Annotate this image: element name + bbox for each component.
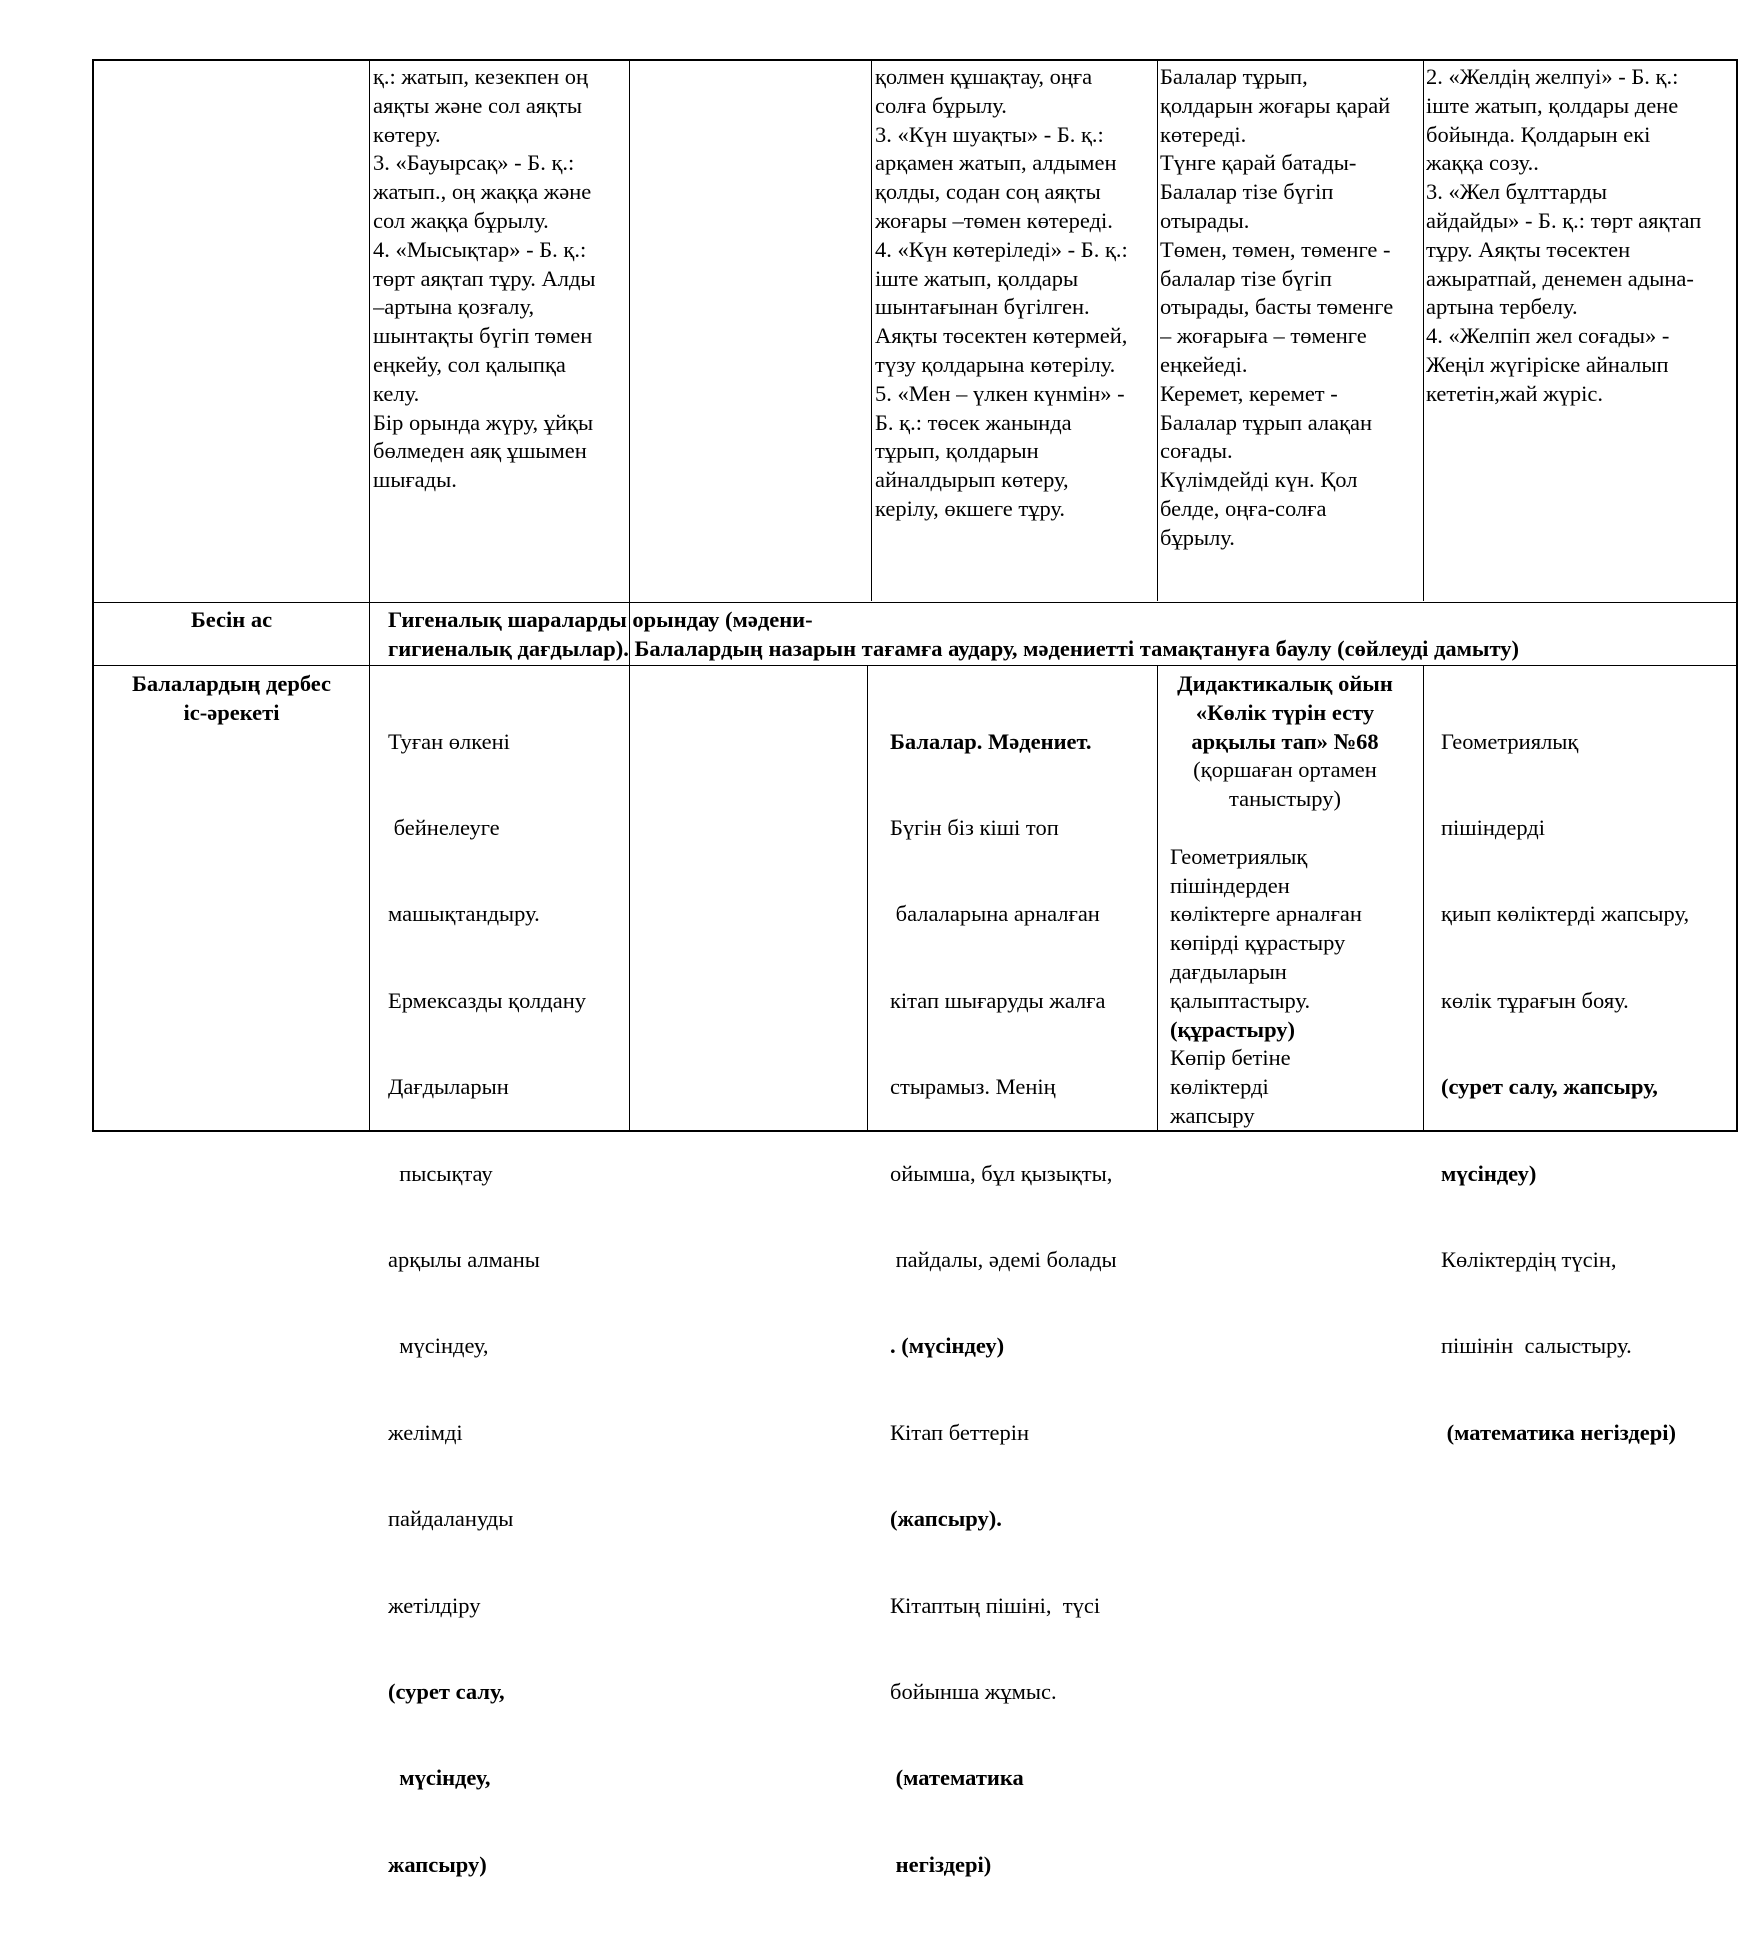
row1-col-d: Балалар тұрып, қолдарын жоғары қарай көтереді. Түнге қарай батады- Балалар тізе бүгіп отырады. Төмен, төмен, төменге - балалар тізе бүгіп отырады, басты төменге – жоғарыға – төменге еңкейеді. Керемет, керемет - Балалар тұрып алақан соғады. Күлімдейді күн. Қол белде, оңға-солға бұрылу.: [1160, 64, 1394, 550]
row1-col-a: қ.: жатып, кезекпен оң аяқты және сол аяқты көтеру. 3. «Бауырсақ» - Б. қ.: жатып., оң жаққа және сол жаққа бұрылу. 4. «Мысықтар» - Б. қ.: төрт аяқтап тұру. Алды –артына қозғалу, шынтақты бүгіп төмен еңкейу, сол қалыпқа келу. Бір орында жүру, ұйқы бөлмеден аяқ ұшымен шығады.: [373, 64, 596, 493]
row3-col-c: Балалар. Мәдениет. Бүгін біз кіші топ балаларына арналған кітап шығаруды жалға стырамыз. Менің ойымша, бұл қызықты, пайдалы, әдемі болады . (мүсіндеу) Кітап беттерін (жапсыру). Кітаптың пішіні, түсі бойынша жұмыс. (математика негіздері): [890, 728, 1117, 1877]
column-divider: [629, 61, 630, 1132]
row2-label: Бесін ас: [190, 607, 273, 632]
row1-col-c: қолмен құшақтау, оңға солға бұрылу. 3. «Күн шуақты» - Б. қ.: арқамен жатып, алдымен қолды, содан соң аяқты жоғары –төмен көтереді. 4. «Күн көтеріледі» - Б. қ.: іште жатып, қолдары шынтағынан бүгілген. Аяқты төсектен көтермей, түзу қолдарына көтерілу. 5. «Мен – үлкен күнмін» - Б. қ.: төсек жанында тұрып, қолдарын айналдырып көтеру, керілу, өкшеге тұру.: [875, 64, 1128, 521]
column-divider: [369, 61, 370, 1132]
column-divider: [867, 666, 868, 1132]
game-body: Геометриялық пішіндерден көліктерге арналған көпірді құрастыру дағдыларын қалыптастыру. (құрастыру) Көпір бетіне көліктерді жапсыру: [1170, 843, 1362, 1128]
row3-label: Балалардың дербес іс-әрекеті: [131, 671, 332, 725]
column-divider: [871, 61, 872, 601]
column-divider: [1423, 61, 1424, 601]
column-divider: [1423, 666, 1424, 1132]
game-heading: Дидактикалық ойын «Көлік түрін есту арқылы тап» №68 (қоршаған ортамен таныстыру): [1177, 671, 1393, 812]
row3-col-a: Туған өлкені бейнелеуге машықтандыру. Ермексазды қолдану Дағдыларын пысықтау арқылы алманы мүсіндеу, желімді пайдалануды жетілдіру (сурет салу, мүсіндеу, жапсыру): [388, 728, 587, 1877]
column-divider: [1157, 666, 1158, 1132]
plan-table: [92, 59, 1738, 1877]
column-divider: [1157, 61, 1158, 601]
row-divider: [94, 602, 1738, 603]
row-divider: [94, 665, 1738, 666]
row3-col-e: Геометриялық пішіндерді қиып көліктерді жапсыру, көлік тұрағын бояу. (сурет салу, жапсыру, мүсіндеу) Көліктердің түсін, пішінін салыстыру. (математика негіздері): [1441, 728, 1690, 1445]
row3-col-d: [1160, 670, 1422, 1131]
row2-content: Гигеналық шараларды орындау (мәдени- гигиеналық дағдылар). Балалардың назарын тағамға аудару, мәдениетті тамақтануға баулу (сөйлеуді дамыту): [388, 607, 1519, 661]
row1-col-e: 2. «Желдің желпуі» - Б. қ.: іште жатып, қолдары дене бойында. Қолдарын екі жаққа созу.. 3. «Жел бұлттарды айдайды» - Б. қ.: төрт аяқтап тұру. Аяқты төсектен ажыратпай, денемен адына- артына тербелу. 4. «Желпіп жел соғады» - Жеңіл жүгіріске айналып кететін,жай жүріс.: [1426, 64, 1702, 406]
